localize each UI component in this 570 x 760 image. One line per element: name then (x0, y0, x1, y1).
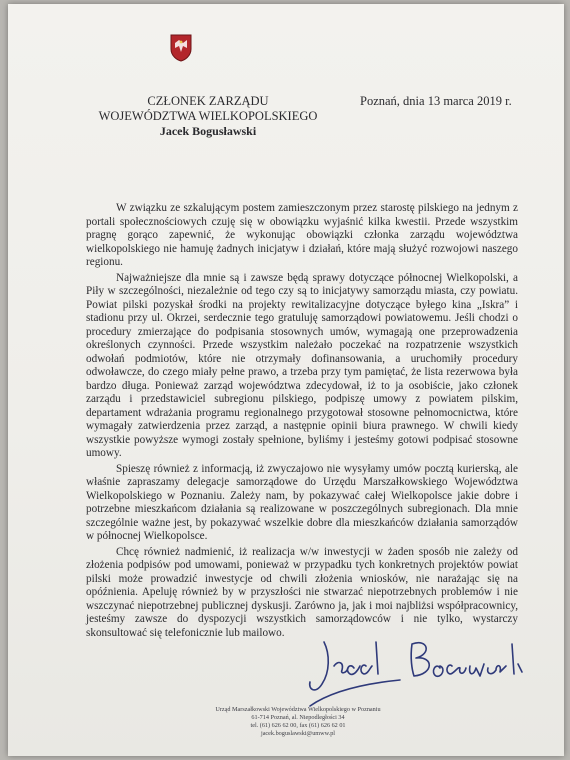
letter-footer (198, 706, 398, 738)
paragraph-1: W związku ze szkalującym postem zamieszczonym przez starostę pilskiego na jednym z portali społecznościowych czuję się w obowiązku wyjaśnić kilka kwestii. Przede wszystkim pragnę gorąco zapewnić, że wykonując obowiązki członka zarządu województwa wielkopolskiego nie hamuję żadnych inicjatyw i działań, które mają służyć rozwojowi naszego regionu. (86, 202, 518, 268)
letter-page (8, 4, 564, 756)
sender-name: Jacek Bogusławski (159, 124, 257, 138)
sender-title-line1: CZŁONEK ZARZĄDU (147, 94, 269, 108)
coat-of-arms-icon (170, 34, 192, 62)
footer-address: 61-714 Poznań, al. Niepodległości 34 (251, 714, 345, 721)
footer-office: Urząd Marszałkowski Województwa Wielkopolskiego w Poznaniu (215, 706, 381, 713)
paragraph-3: Spieszę również z informacją, iż zwyczajowo nie wysyłamy umów pocztą kurierską, ale właśnie zapraszamy delegacje samorządowe do Urzędu Marszałkowskiego Województwa Wielkopolskiego w Poznaniu. Zależy nam, by pokazywać całej Wielkopolsce jakie dobre i potrzebne mieszkańcom działania są realizowane w poszczególnych subregionach. Dla mnie szczególnie ważne jest, by pokazywać wszelkie dobre dla mieszkańców działania samorządów w północnej Wielkopolsce. (86, 462, 518, 542)
paragraph-2: Najważniejsze dla mnie są i zawsze będą sprawy dotyczące północnej Wielkopolski, a Piły w szczególności, niezależnie od tego czy są to inicjatywy samorządu miasta, czy powiatu. Powiat pilski pozyskał środki na projekty rewitalizacyjne dotyczące byłego kina „Iskra” i stadionu przy ul. Okrzei, serdecznie tego gratuluję samorządowi powiatowemu. Jeśli chodzi o procedury zmierzające do podpisania stosownych umów, wymagają one przeprowadzenia określonych czynności. Przede wszystkim należało poczekać na rozpatrzenie wszystkich odwołań podmiotów, które nie otrzymały dofinansowania, a uruchomiły procedury odwoławcze, do czego miały pełne prawo, a trzeba przy tym pamiętać, że lista rezerwowa była bardzo długa. Ponieważ zarząd województwa zdecydował, iż to ja osobiście, jako członek zarządu i przedstawiciel subregionu pilskiego, podpiszę umowy z powiatem pilskim, departament wdrażania programu regionalnego przygotował stosowne pełnomocnictwa, które wymagały zatwierdzenia przez zarząd, a następnie opinii biura prawnego. W chwili kiedy wszystkie powyższe wymogi zostały spełnione, byliśmy i jesteśmy gotowi podpisać stosowne umowy. (86, 271, 518, 459)
letter-date: Poznań, dnia 13 marca 2019 r. (360, 94, 512, 108)
sender-title-line2: WOJEWÓDZTWA WIELKOPOLSKIEGO (98, 109, 318, 123)
letter-body (86, 202, 518, 642)
handwritten-signature (300, 632, 540, 712)
sender-block (78, 94, 338, 139)
footer-phone: tel. (61) 626 62 00, fax (61) 626 62 01 (250, 722, 346, 729)
footer-email: jacek.boguslawski@umww.pl (260, 730, 336, 737)
paragraph-4: Chcę również nadmienić, iż realizacja w/w inwestycji w żaden sposób nie zależy od złożenia podpisów pod umowami, ponieważ w przypadku tych konkretnych projektów powiat pilski może prowadzić inwestycje od chwili złożenia wniosków, nie narażając się na opóźnienia. Apeluję również by w przyszłości nie stwarzać niepotrzebnych problemów i nie wszczynać niepotrzebnej publicznej dyskusji. Zarówno ja, jak i moi najbliżsi współpracownicy, jesteśmy zawsze do dyspozycji wszystkich samorządowców i nie tylko, wystarczy skonsultować się telefonicznie lub mailowo. (86, 545, 518, 639)
